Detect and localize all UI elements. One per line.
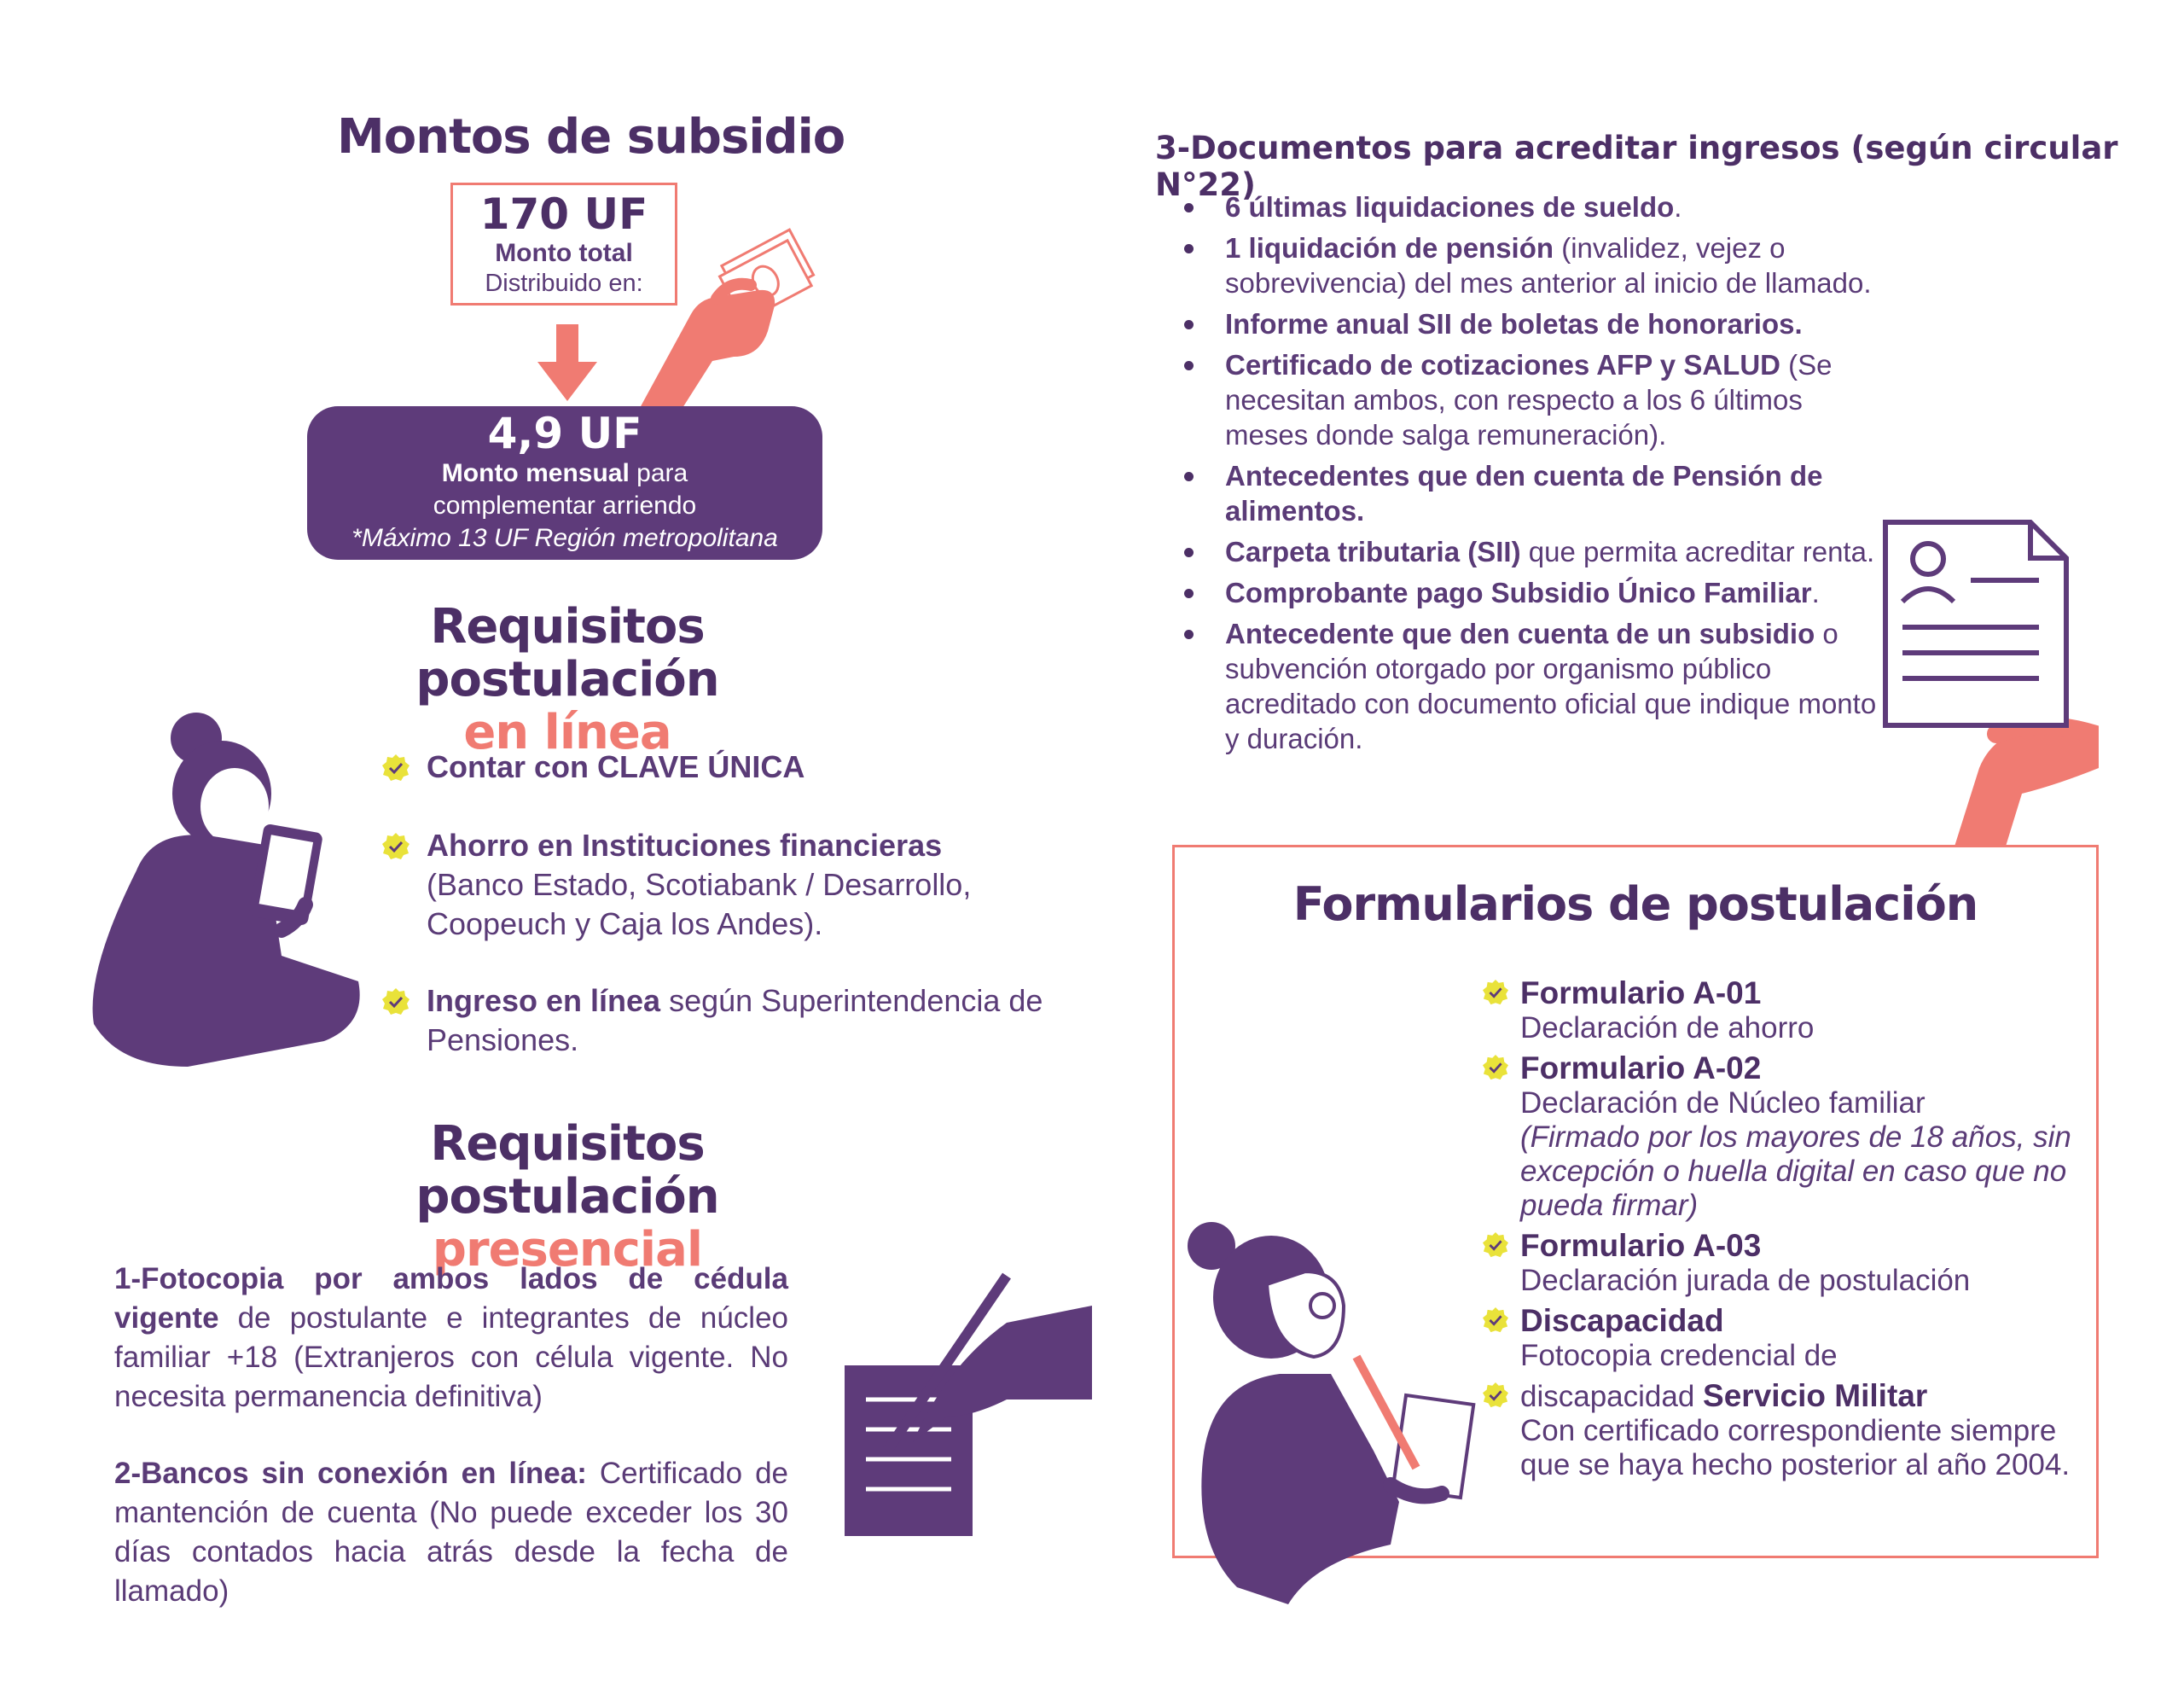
check-badge-icon: [382, 833, 410, 860]
docs-item: 6 últimas liquidaciones de sueldo.: [1177, 189, 1945, 224]
req-linea-item: Ingreso en línea según Superintendencia de Pensiones.: [382, 981, 1065, 1060]
docs-item: Certificado de cotizaciones AFP y SALUD (Se necesitan ambos, con respecto a los 6 últimos meses donde salga remuneración).: [1177, 347, 1891, 452]
presencial-requirement-2: 2-Bancos sin conexión en línea: Certificado de mantención de cuenta (No puede exceder los 30 días contados hacia atrás desde la fecha de llamado): [114, 1457, 788, 1608]
total-sub: Distribuido en:: [485, 270, 643, 297]
form-item-a02: Formulario A-02 Declaración de Núcleo familiar (Firmado por los mayores de 18 años, sin excepción o huella digital en caso que no pueda firmar): [1483, 1051, 2097, 1223]
docs-item: Comprobante pago Subsidio Único Familiar.: [1177, 575, 1945, 610]
monthly-label: Monto mensual para: [441, 459, 688, 487]
req-linea-item: Ahorro en Instituciones financieras (Banco Estado, Scotiabank / Desarrollo, Coopeuch y Caja los Andes).: [382, 826, 1065, 944]
presencial-requirement-1: 1-Fotocopia por ambos lados de cédula vigente de postulante e integrantes de núcleo familiar +18 (Extranjeros con célula vigente. No necesita permanencia definitiva): [114, 1262, 788, 1413]
monthly-amount: 4,9 UF: [487, 409, 642, 458]
docs-item: Antecedentes que den cuenta de Pensión de alimentos.: [1177, 458, 1891, 528]
req-linea-subtitle: en línea: [463, 705, 671, 760]
req-linea-item: Contar con CLAVE ÚNICA: [382, 748, 1065, 787]
form-item-servicio-militar: discapacidad Servicio Militar Con certificado correspondiente siempre que se haya hecho posterior al año 2004.: [1483, 1379, 2097, 1482]
req-linea-title: Requisitos postulación: [415, 599, 719, 707]
docs-list: [1177, 189, 1945, 762]
forms-title: Formularios de postulación: [1292, 877, 1978, 931]
check-badge-icon: [1483, 1232, 1508, 1258]
form-item-discapacidad: Discapacidad Fotocopia credencial de: [1483, 1304, 2097, 1373]
req-presencial-title: Requisitos postulación: [415, 1116, 719, 1225]
req-presencial-heading: [290, 1118, 845, 1277]
down-arrow-icon: [537, 324, 597, 401]
docs-title: 3-Documentos para acreditar ingresos (según circular N°22): [1155, 130, 2118, 203]
docs-item: Antecedente que den cuenta de un subsidio o subvención otorgado por organismo público acreditado con documento oficial que indique monto y duración.: [1177, 616, 1891, 756]
docs-item: Informe anual SII de boletas de honorarios.: [1177, 306, 1945, 341]
req-presencial-subtitle: presencial: [432, 1222, 703, 1277]
form-item-a03: Formulario A-03 Declaración jurada de postulación: [1483, 1229, 2097, 1298]
check-badge-icon: [1483, 1055, 1508, 1080]
hand-writing-illustration: [836, 1271, 1101, 1545]
docs-item: 1 liquidación de pensión (invalidez, vejez o sobrevivencia) del mes anterior al inicio de llamado.: [1177, 230, 1925, 300]
check-badge-icon: [1483, 1382, 1508, 1408]
hand-money-icon: [631, 220, 836, 408]
form-item-a01: Formulario A-01 Declaración de ahorro: [1483, 976, 2097, 1045]
check-badge-icon: [1483, 1307, 1508, 1333]
docs-item: Carpeta tributaria (SII) que permita acreditar renta.: [1177, 534, 1891, 569]
monthly-line2: complementar arriendo: [433, 492, 697, 520]
check-badge-icon: [382, 988, 410, 1015]
total-label: Monto total: [495, 239, 633, 267]
hand-document-illustration: [1843, 512, 2099, 849]
total-amount: 170 UF: [479, 189, 648, 239]
monthly-note: *Máximo 13 UF Región metropolitana: [351, 524, 778, 552]
montos-title: Montos de subsidio: [337, 109, 845, 165]
monthly-amount-box: [307, 406, 822, 560]
check-badge-icon: [1483, 980, 1508, 1005]
woman-tablet-illustration: [85, 700, 375, 1075]
woman-notepad-illustration: [1186, 1203, 1502, 1604]
check-badge-icon: [382, 754, 410, 782]
